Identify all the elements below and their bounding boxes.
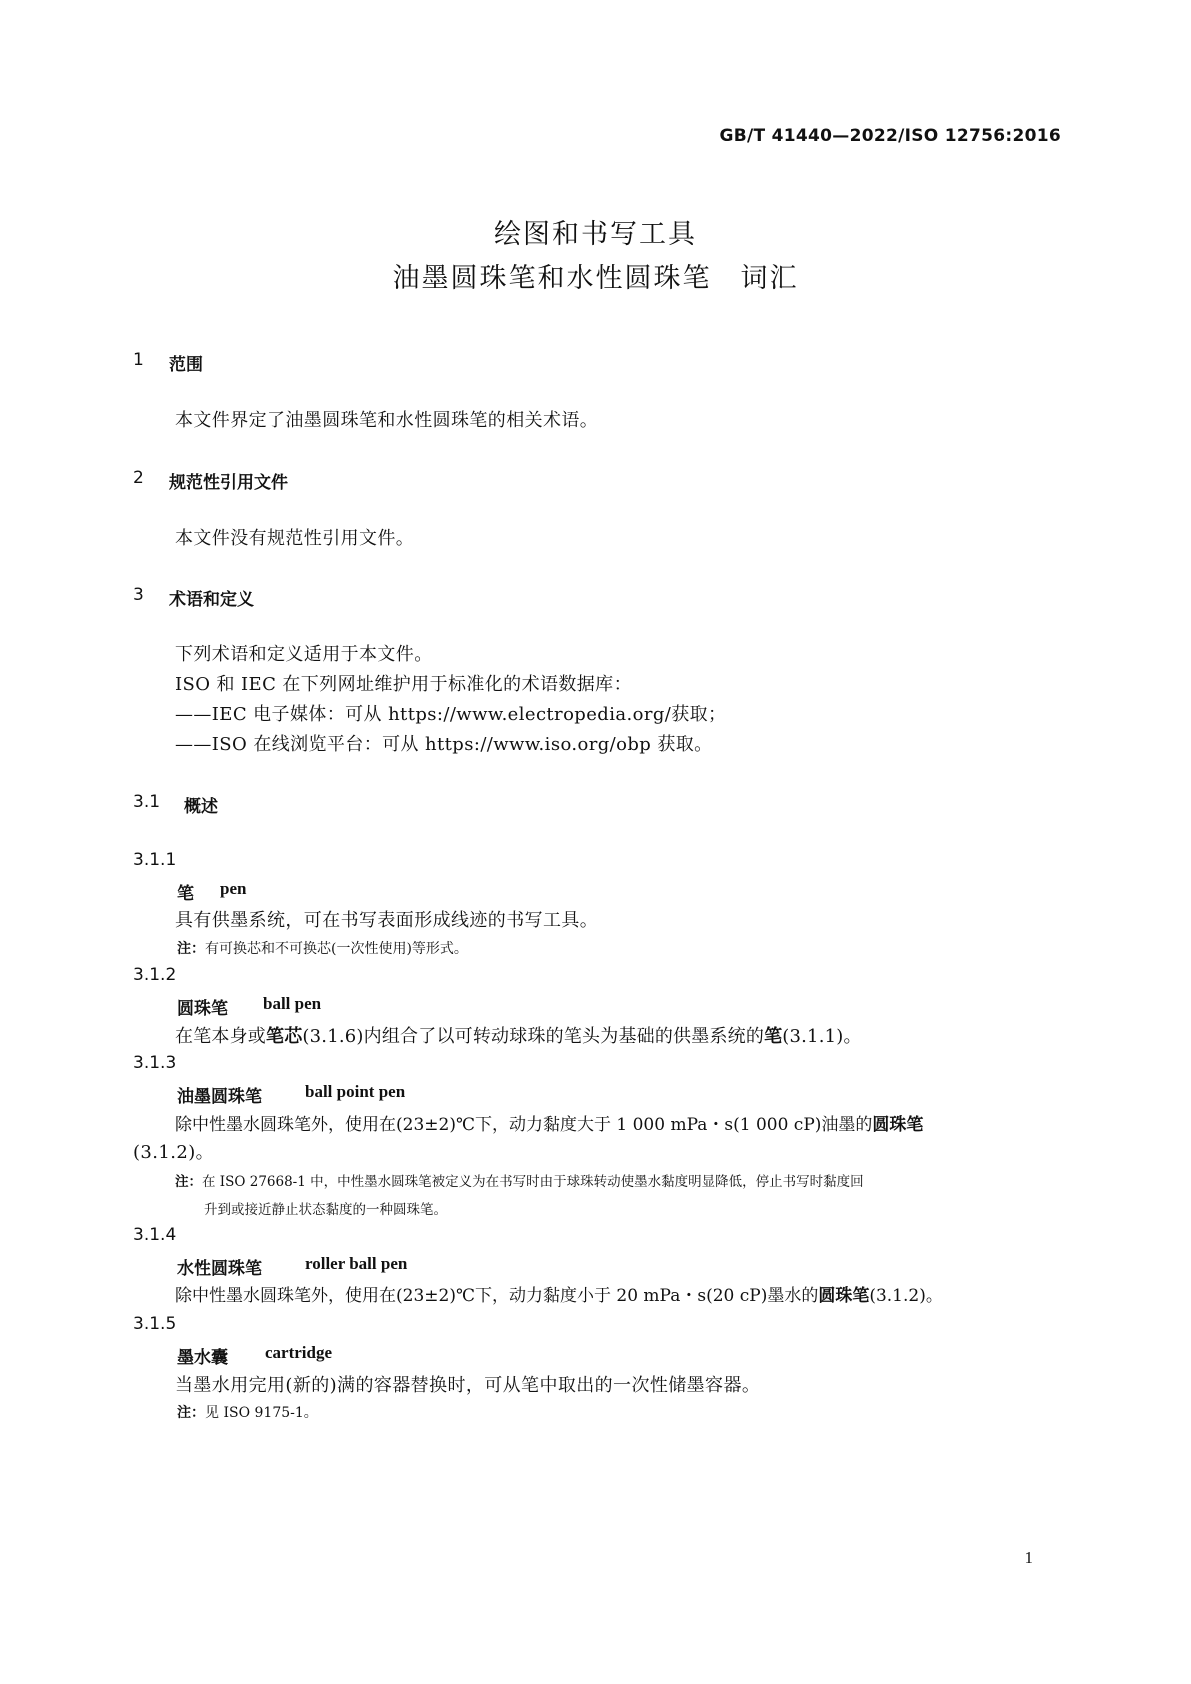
section-3-1-number: 3.1: [133, 792, 161, 812]
section-3-line-1: 下列术语和定义适用于本文件。: [175, 644, 433, 665]
term-3-1-2-definition: [175, 1022, 862, 1048]
definition-text: (3.1.1)。: [782, 1026, 862, 1047]
term-3-1-3-note-cont: 升到或接近静止状态黏度的一种圆珠笔。: [204, 1202, 447, 1218]
term-3-1-5-zh: 墨水囊: [177, 1348, 228, 1368]
term-3-1-3-note: [175, 1170, 864, 1190]
term-3-1-4-number: 3.1.4: [133, 1225, 177, 1245]
document-title-line2: 油墨圆珠笔和水性圆珠笔 词汇: [392, 263, 799, 294]
definition-text: (3.1.2)。: [869, 1286, 943, 1306]
term-3-1-2-zh: 圆珠笔: [177, 999, 228, 1019]
note-text: 有可换芯和不可换芯(一次性使用)等形式。: [205, 941, 468, 957]
section-2-title: 规范性引用文件: [169, 473, 288, 493]
section-3-1-title: 概述: [184, 797, 218, 817]
definition-text: 在笔本身或: [175, 1026, 266, 1047]
section-2-text: 本文件没有规范性引用文件。: [175, 528, 415, 549]
definition-text: 除中性墨水圆珠笔外，使用在(23±2)℃下，动力黏度小于 20 mPa・s(20 cP)墨水的: [175, 1286, 819, 1306]
standard-number: GB/T 41440—2022/ISO 12756:2016: [719, 126, 1061, 146]
document-title-line1: 绘图和书写工具: [494, 219, 697, 250]
section-2-number: 2: [133, 468, 144, 488]
section-1-text: 本文件界定了油墨圆珠笔和水性圆珠笔的相关术语。: [175, 410, 599, 431]
page-number: 1: [1024, 1548, 1033, 1567]
term-3-1-3-number: 3.1.3: [133, 1053, 177, 1073]
term-3-1-1-definition: 具有供墨系统，可在书写表面形成线迹的书写工具。: [175, 910, 599, 931]
section-3-line-2: ISO 和 IEC 在下列网址维护用于标准化的术语数据库：: [175, 674, 632, 695]
term-3-1-5-en: cartridge: [265, 1343, 333, 1362]
note-text: 见 ISO 9175-1。: [205, 1405, 318, 1421]
note-label: 注：: [175, 1174, 202, 1190]
term-3-1-3-zh: 油墨圆珠笔: [177, 1087, 262, 1107]
term-3-1-1-en: pen: [220, 879, 247, 898]
term-reference-refill[interactable]: 笔芯: [266, 1026, 303, 1047]
term-3-1-5-number: 3.1.5: [133, 1314, 177, 1334]
term-3-1-1-number: 3.1.1: [133, 850, 177, 870]
section-3-title: 术语和定义: [169, 590, 254, 610]
definition-text: 除中性墨水圆珠笔外，使用在(23±2)℃下，动力黏度大于 1 000 mPa・s(1 000 cP)油墨的: [175, 1115, 873, 1135]
term-3-1-3-en: ball point pen: [305, 1082, 406, 1101]
term-3-1-2-number: 3.1.2: [133, 965, 177, 985]
definition-text: (3.1.6)内组合了以可转动球珠的笔头为基础的供墨系统的: [302, 1026, 765, 1047]
section-3-line-3: ——IEC 电子媒体：可从 https://www.electropedia.org/获取；: [175, 704, 727, 725]
section-1-number: 1: [133, 350, 144, 370]
note-label: 注：: [177, 941, 205, 957]
term-3-1-5-note: [177, 1402, 318, 1422]
note-text: 在 ISO 27668-1 中，中性墨水圆珠笔被定义为在书写时由于球珠转动使墨水黏度明显降低，停止书写时黏度回: [202, 1174, 864, 1190]
term-3-1-2-en: ball pen: [263, 994, 322, 1013]
term-reference-ball-pen[interactable]: 圆珠笔: [872, 1115, 924, 1135]
term-3-1-4-zh: 水性圆珠笔: [177, 1259, 262, 1279]
term-3-1-4-definition: [175, 1281, 943, 1306]
section-1-title: 范围: [169, 355, 203, 375]
term-3-1-1-zh: 笔: [177, 884, 194, 904]
term-reference-ball-pen[interactable]: 圆珠笔: [818, 1286, 870, 1306]
note-label: 注：: [177, 1405, 205, 1421]
term-3-1-3-definition-cont: (3.1.2)。: [133, 1142, 215, 1163]
term-3-1-4-en: roller ball pen: [305, 1254, 408, 1273]
section-3-number: 3: [133, 585, 144, 605]
term-3-1-1-note: [177, 938, 468, 958]
term-3-1-5-definition: 当墨水用完用(新的)满的容器替换时，可从笔中取出的一次性储墨容器。: [175, 1375, 761, 1396]
term-3-1-3-definition: [175, 1110, 923, 1135]
section-3-line-4: ——ISO 在线浏览平台：可从 https://www.iso.org/obp 获取。: [175, 734, 713, 755]
term-reference-pen[interactable]: 笔: [764, 1026, 783, 1047]
